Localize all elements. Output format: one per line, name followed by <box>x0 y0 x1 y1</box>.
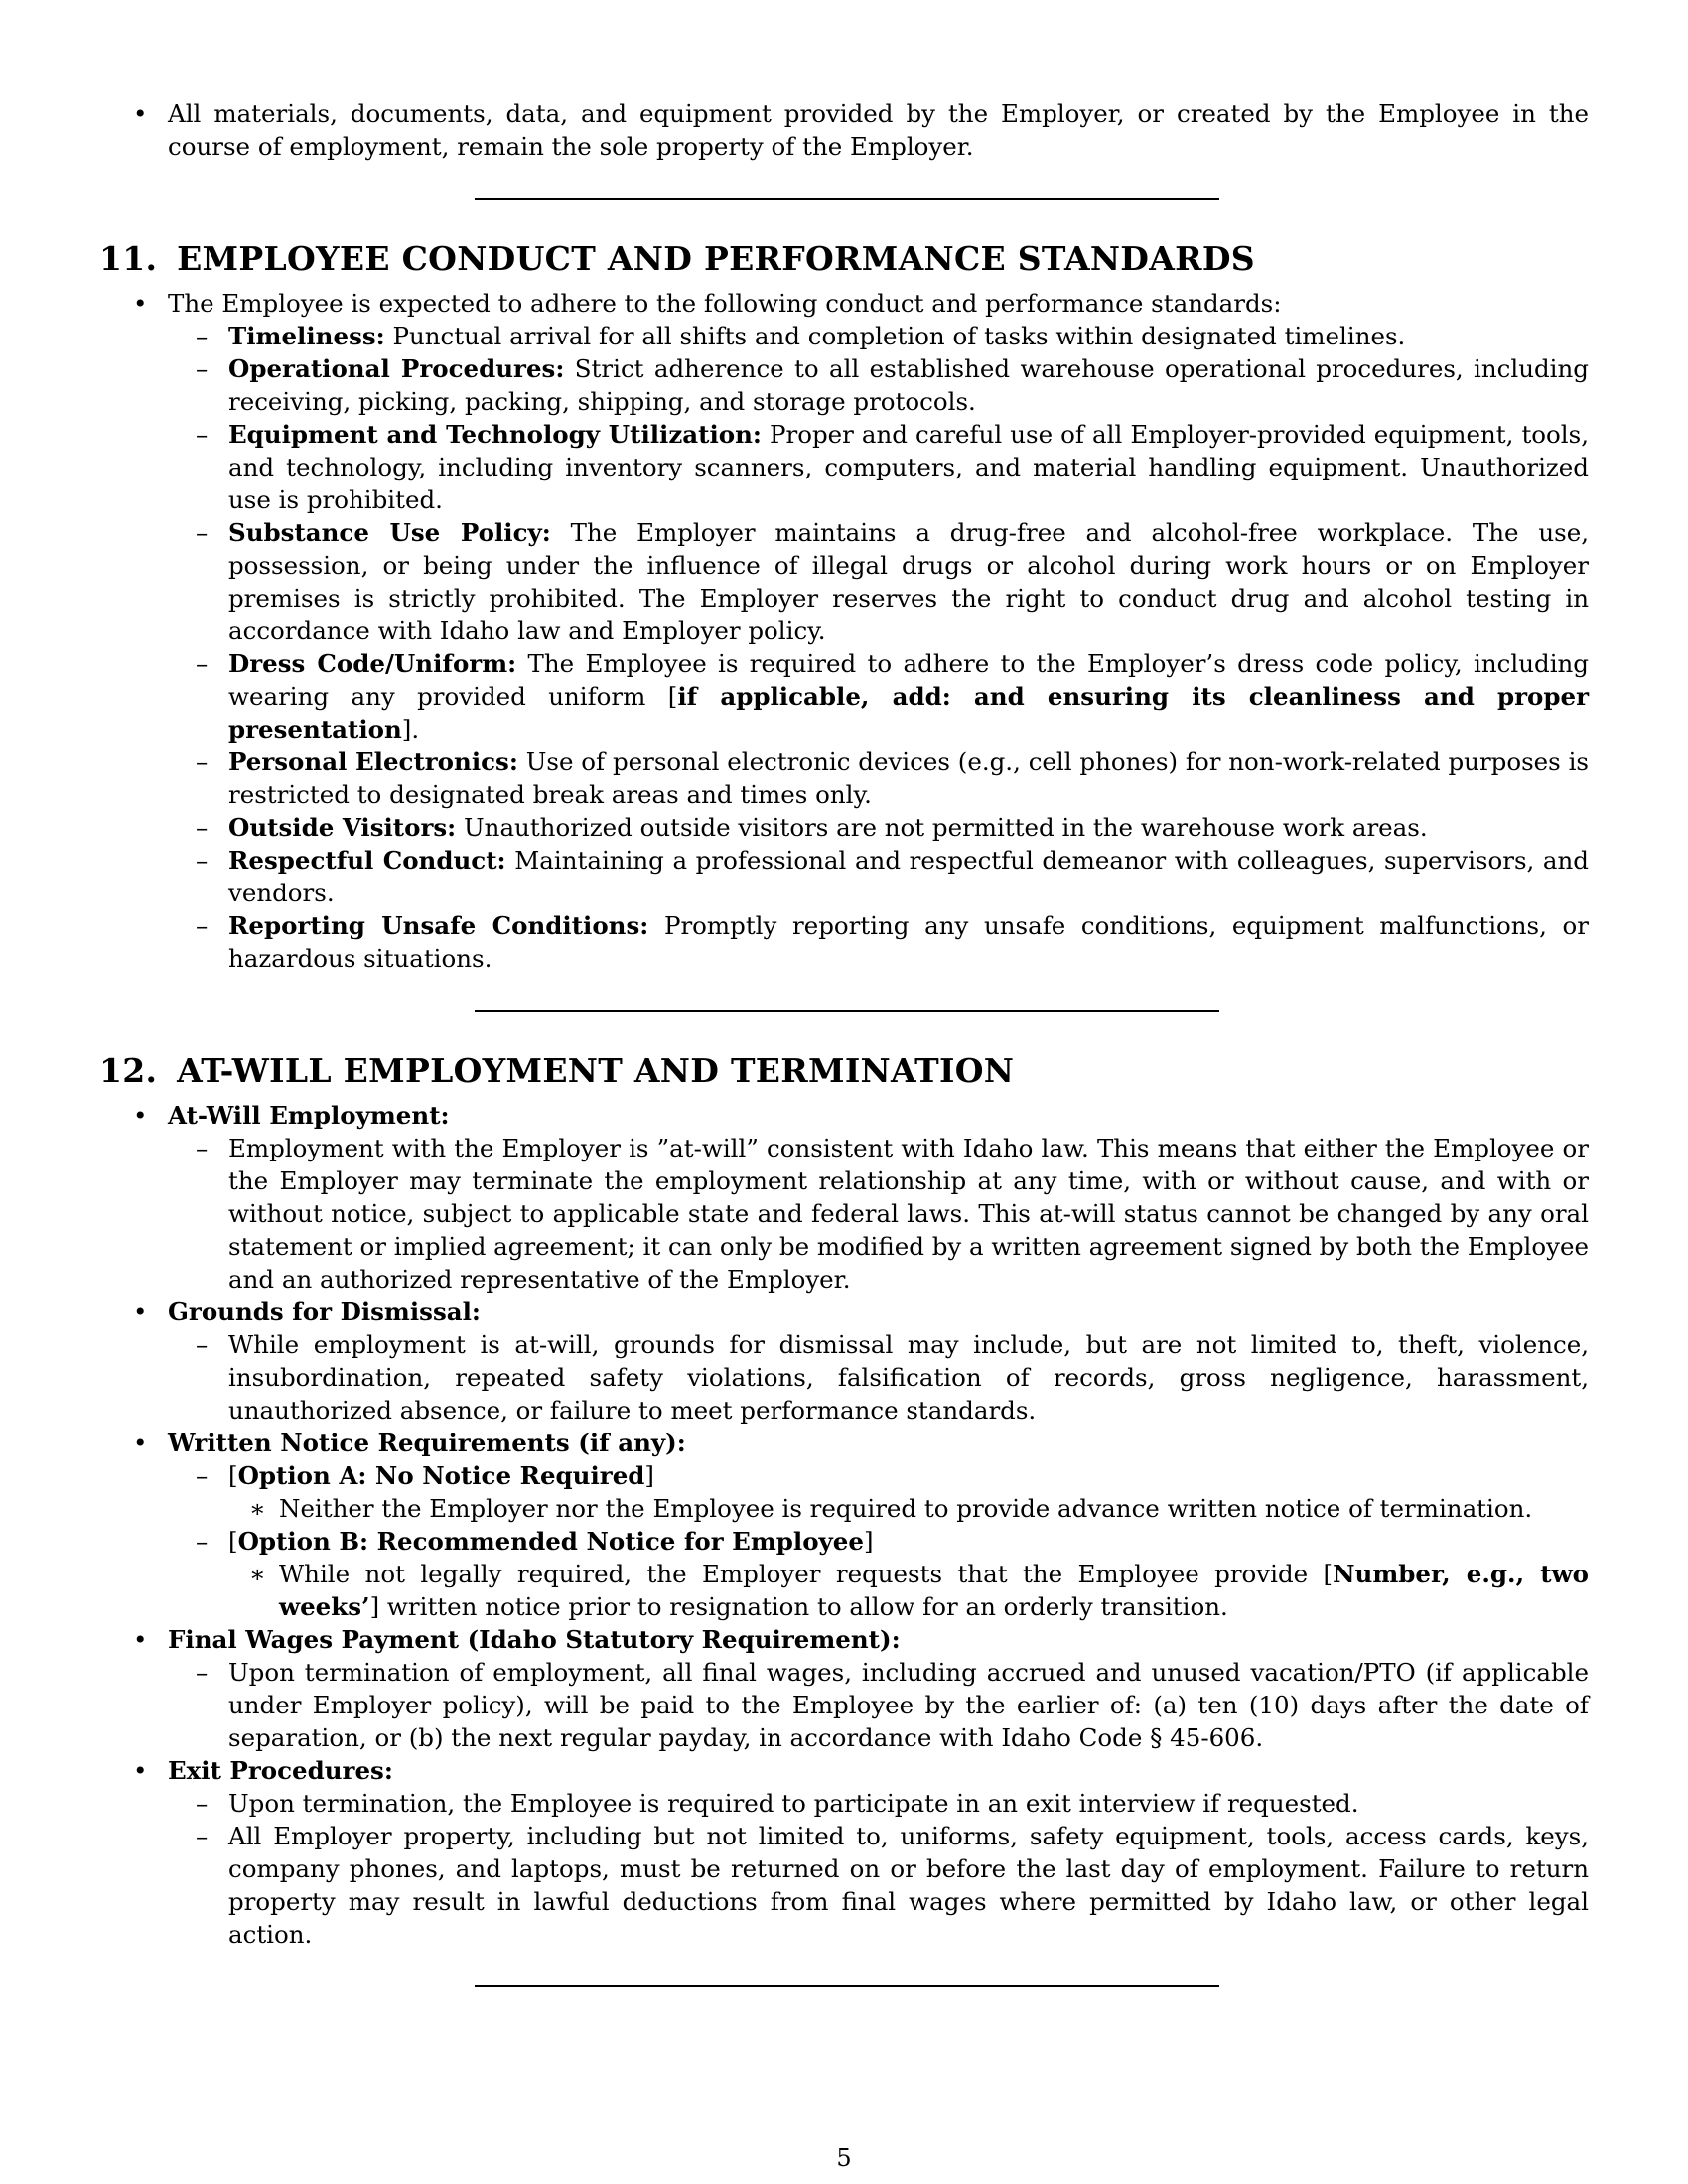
notice-option-b-text: ∗ While not legally required, the Employer requests that the Employee provide [Number, e.g., two weeks’] written notice prior to resignation to allow for an orderly transition. <box>99 1558 1589 1623</box>
conduct-item-equipment: – Equipment and Technology Utilization: Proper and careful use of all Employer-provided equipment, tools, and technology, including inventory scanners, computers, and material handling equipment. Unauthorized use is prohibited. <box>99 418 1589 516</box>
section-divider <box>475 1010 1219 1012</box>
section-12-heading: 12. AT-WILL EMPLOYMENT AND TERMINATION <box>99 1051 1015 1090</box>
notice-option-b: – [Option B: Recommended Notice for Employee] <box>99 1525 1589 1558</box>
conduct-item-dress-code: – Dress Code/Uniform: The Employee is required to adhere to the Employer’s dress code policy, including wearing any provided uniform [if applicable, add: and ensuring its cleanliness and proper presentation]. <box>99 647 1589 746</box>
dismissal-bullet: • Grounds for Dismissal: <box>99 1296 1589 1328</box>
page-number: 5 <box>836 2144 852 2172</box>
final-wages-bullet: • Final Wages Payment (Idaho Statutory Requirement): <box>99 1623 1589 1656</box>
notice-option-a: – [Option A: No Notice Required] <box>99 1459 1589 1492</box>
section-divider <box>475 198 1219 200</box>
page-content <box>99 97 1589 1987</box>
property-bullet: • All materials, documents, data, and equipment provided by the Employer, or created by the Employee in the course of employment, remain the sole property of the Employer. <box>99 97 1589 163</box>
section-divider <box>475 1985 1219 1987</box>
conduct-item-unsafe: – Reporting Unsafe Conditions: Promptly reporting any unsafe conditions, equipment malfunctions, or hazardous situations. <box>99 909 1589 975</box>
section-11-intro: • The Employee is expected to adhere to the following conduct and performance standards: <box>99 287 1589 320</box>
section-11-heading: 11. EMPLOYEE CONDUCT AND PERFORMANCE STANDARDS <box>99 239 1255 278</box>
notice-bullet: • Written Notice Requirements (if any): <box>99 1427 1589 1459</box>
conduct-item-timeliness: – Timeliness: Punctual arrival for all shifts and completion of tasks within designated timelines. <box>99 320 1589 352</box>
conduct-item-visitors: – Outside Visitors: Unauthorized outside visitors are not permitted in the warehouse work areas. <box>99 811 1589 844</box>
exit-item: – Upon termination, the Employee is required to participate in an exit interview if requested. <box>99 1787 1589 1820</box>
conduct-item-operational: – Operational Procedures: Strict adherence to all established warehouse operational procedures, including receiving, picking, packing, shipping, and storage protocols. <box>99 352 1589 418</box>
conduct-item-electronics: – Personal Electronics: Use of personal electronic devices (e.g., cell phones) for non-work-related purposes is restricted to designated break areas and times only. <box>99 746 1589 811</box>
final-wages-text: – Upon termination of employment, all final wages, including accrued and unused vacation/PTO (if applicable under Employer policy), will be paid to the Employee by the earlier of: (a) ten (10) days after the date of separation, or (b) the next regular payday, in accordance with Idaho Code § 45-606. <box>99 1656 1589 1754</box>
exit-item: – All Employer property, including but not limited to, uniforms, safety equipment, tools, access cards, keys, company phones, and laptops, must be returned on or before the last day of employment. Failure to return property may result in lawful deductions from final wages where permitted by Idaho law, or other legal action. <box>99 1820 1589 1951</box>
at-will-bullet: • At-Will Employment: <box>99 1099 1589 1132</box>
conduct-item-respectful: – Respectful Conduct: Maintaining a professional and respectful demeanor with colleagues, supervisors, and vendors. <box>99 844 1589 909</box>
at-will-text: – Employment with the Employer is ”at-will” consistent with Idaho law. This means that either the Employee or the Employer may terminate the employment relationship at any time, with or without cause, and with or without notice, subject to applicable state and federal laws. This at-will status cannot be changed by any oral statement or implied agreement; it can only be modified by a written agreement signed by both the Employee and an authorized representative of the Employer. <box>99 1132 1589 1296</box>
conduct-item-substance: – Substance Use Policy: The Employer maintains a drug-free and alcohol-free workplace. The use, possession, or being under the influence of illegal drugs or alcohol during work hours or on Employer premises is strictly prohibited. The Employer reserves the right to conduct drug and alcohol testing in accordance with Idaho law and Employer policy. <box>99 516 1589 647</box>
exit-bullet: • Exit Procedures: <box>99 1754 1589 1787</box>
notice-option-a-text: ∗ Neither the Employer nor the Employee is required to provide advance written notice of termination. <box>99 1492 1589 1525</box>
dismissal-text: – While employment is at-will, grounds for dismissal may include, but are not limited to, theft, violence, insubordination, repeated safety violations, falsification of records, gross negligence, harassment, unauthorized absence, or failure to meet performance standards. <box>99 1328 1589 1427</box>
